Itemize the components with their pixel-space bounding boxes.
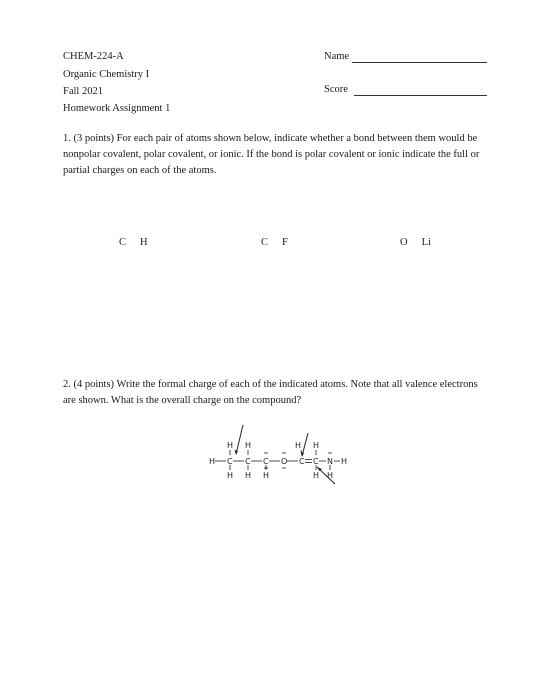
score-label: Score <box>324 84 348 95</box>
atom: Li <box>421 237 431 248</box>
atom-h: H <box>327 471 334 480</box>
atom-o: O <box>281 457 288 466</box>
term: Fall 2021 <box>63 86 103 97</box>
course-name: Organic Chemistry I <box>63 69 150 80</box>
atom-h: H <box>245 441 252 450</box>
atom-pair-1 <box>119 237 148 248</box>
main-chain <box>209 457 333 466</box>
atom-c: C <box>227 457 233 466</box>
atom-h: H <box>245 471 252 480</box>
molecule-svg <box>205 420 348 500</box>
arrow-carbon-indicator <box>236 425 243 454</box>
bottom-hydrogens <box>227 471 333 480</box>
atom-c: C <box>299 457 305 466</box>
question-1-text: 1. (3 points) For each pair of atoms shown below, indicate whether a bond between them would be nonpolar covalent, polar covalent, or ionic. If the bond is polar covalent or ionic indicate the full or partial charges on each of the atoms. <box>63 133 480 176</box>
atom-pair-3 <box>400 237 431 248</box>
atom-n: N <box>327 457 333 466</box>
score-field[interactable] <box>354 95 487 96</box>
atom-h: H <box>227 441 234 450</box>
atom-c: C <box>245 457 251 466</box>
lone-pairs <box>264 452 331 468</box>
name-label: Name <box>324 51 350 62</box>
atom: O <box>400 237 408 248</box>
atom: F <box>282 237 288 248</box>
course-code: CHEM-224-A <box>63 51 124 62</box>
arrow-c-indicator <box>302 433 308 456</box>
name-field[interactable] <box>352 62 487 63</box>
assignment-title: Homework Assignment 1 <box>63 103 171 114</box>
atom: H <box>140 237 148 248</box>
atom-h: H <box>341 457 348 466</box>
atom: C <box>119 237 127 248</box>
atom-c: C <box>313 457 319 466</box>
question-2-text: 2. (4 points) Write the formal charge of each of the indicated atoms. Note that all valence electrons are shown. What is the overall charge on the compound? <box>63 379 478 406</box>
atom-c: C <box>263 457 269 466</box>
atom-h: H <box>313 441 320 450</box>
atom-h: H <box>227 471 234 480</box>
molecule-structure <box>205 420 348 500</box>
atom-pair-2 <box>261 237 288 248</box>
atom-h: H <box>209 457 216 466</box>
atom-h: H <box>313 471 320 480</box>
atom: C <box>261 237 269 248</box>
atom-h: H <box>295 441 302 450</box>
atom-h: H <box>263 471 270 480</box>
